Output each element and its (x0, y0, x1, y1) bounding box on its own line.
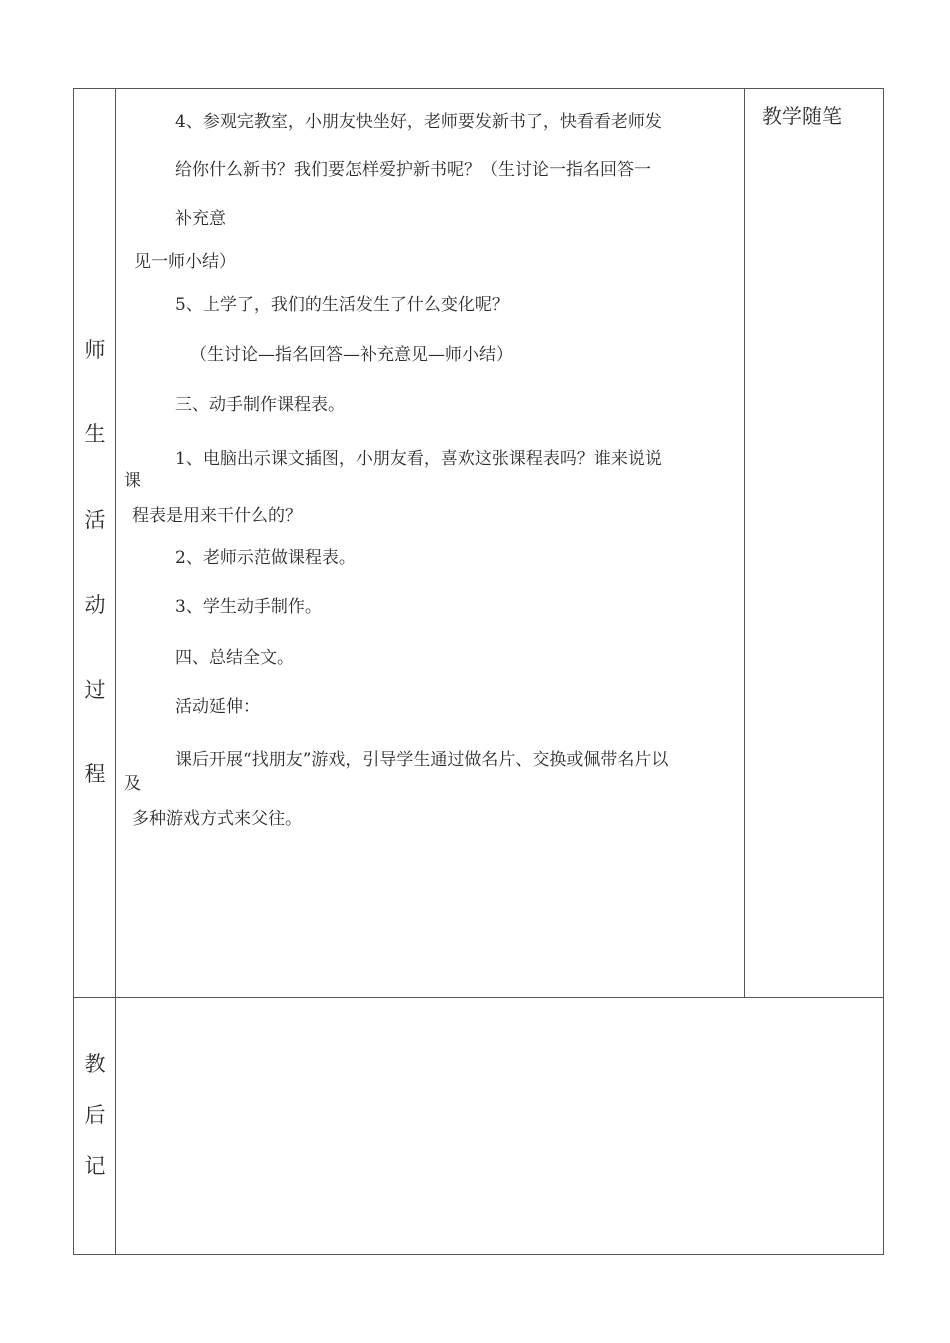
label-char: 记 (84, 1154, 106, 1178)
label-char: 教 (84, 1052, 106, 1076)
content-line: 三、动手制作课程表。 (175, 395, 345, 415)
content-line: 1、电脑出示课文插图，小朋友看，喜欢这张课程表吗？谁来说说 (175, 449, 662, 469)
content-line: 课后开展“找朋友”游戏，引导学生通过做名片、交换或佩带名片以 (175, 750, 669, 770)
label-char: 后 (84, 1103, 106, 1127)
content-line: 补充意 (175, 209, 226, 229)
content-line: 3、学生动手制作。 (175, 597, 322, 617)
label-char: 动 (84, 593, 106, 617)
teaching-notes-header: 教学随笔 (762, 104, 842, 128)
post-lesson-reflection-cell (116, 998, 883, 1254)
content-line: 4、参观完教室，小朋友快坐好，老师要发新书了，快看看老师发 (175, 112, 662, 132)
content-line: 多种游戏方式来父往。 (132, 809, 302, 829)
content-line: 5、上学了，我们的生活发生了什么变化呢？ (175, 295, 509, 315)
content-line: 四、总结全文。 (175, 648, 294, 668)
label-char: 师 (84, 338, 106, 362)
notes-column-divider (744, 88, 745, 998)
content-line: 活动延伸： (175, 697, 260, 717)
content-line: 见一师小结） (134, 252, 236, 272)
label-char: 活 (84, 508, 106, 532)
table-bottom-border (73, 1254, 884, 1255)
table-top-border (73, 88, 884, 89)
content-line: 课 (124, 471, 141, 491)
content-line: 给你什么新书？我们要怎样爱护新书呢？（生讨论一指名回答一 (175, 160, 651, 180)
label-char: 生 (84, 422, 106, 446)
content-line: 程表是用来干什么的？ (132, 506, 302, 526)
label-char: 过 (84, 678, 106, 702)
label-char: 程 (84, 762, 106, 786)
table-left-border (73, 88, 74, 1255)
content-line: 2、老师示范做课程表。 (175, 548, 356, 568)
content-line: （生讨论—指名回答—补充意见—师小结） (190, 345, 513, 365)
table-right-border (883, 88, 884, 1255)
content-line: 及 (124, 774, 141, 794)
